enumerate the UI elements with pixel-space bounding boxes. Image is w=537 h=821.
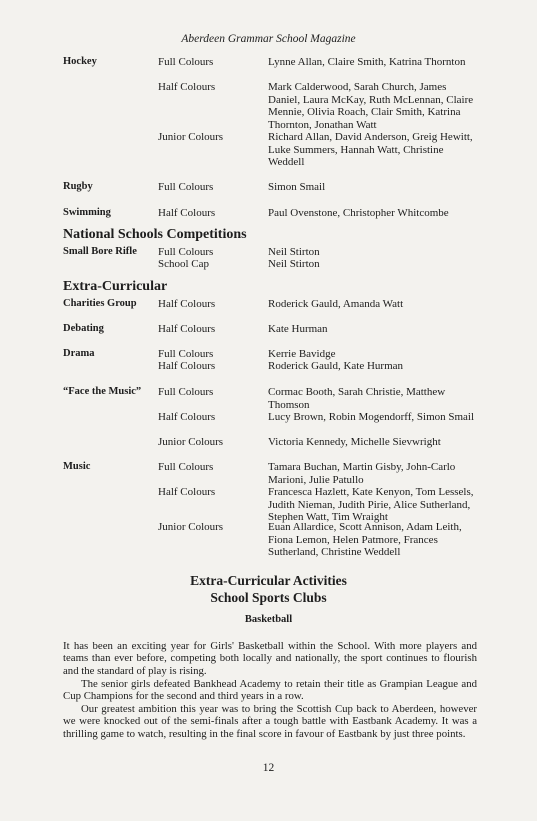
- recipient-names: Richard Allan, David Anderson, Greig Hewitt, Luke Summers, Hannah Watt, Christine Weddell: [268, 131, 473, 168]
- colour-grade: Half Colours: [158, 360, 216, 372]
- page-header: Aberdeen Grammar School Magazine: [181, 33, 356, 45]
- recipient-names: Kate Hurman: [268, 323, 328, 335]
- recipient-names: Roderick Gauld, Amanda Watt: [268, 298, 404, 310]
- colour-grade: Junior Colours: [158, 131, 224, 143]
- sport-name: Hockey: [63, 56, 97, 67]
- section-heading-national: National Schools Competitions: [63, 227, 247, 242]
- recipient-names: Francesca Hazlett, Kate Kenyon, Tom Lessels, Judith Nieman, Judith Pirie, Alice Sutherland, Stephen Watt, Tim Wraight: [268, 486, 474, 523]
- colour-grade: Junior Colours: [158, 436, 224, 448]
- colour-grade: Half Colours: [158, 298, 216, 310]
- sport-name: Music: [63, 461, 91, 472]
- colour-grade: Junior Colours: [158, 521, 224, 533]
- paragraph: It has been an exciting year for Girls' Basketball within the School. With more players and teams than ever before, competing both locally and nationally, the sport continues to flourish and the standard of play is rising.: [63, 640, 477, 677]
- colour-grade: Half Colours: [158, 81, 216, 93]
- recipient-names: Roderick Gauld, Kate Hurman: [268, 360, 404, 372]
- colour-grade: School Cap: [158, 258, 210, 270]
- basketball-heading: Basketball: [244, 614, 293, 625]
- recipient-names: Simon Smail: [268, 181, 326, 193]
- recipient-names: Victoria Kennedy, Michelle Sievwright: [268, 436, 441, 448]
- recipient-names: Paul Ovenstone, Christopher Whitcombe: [268, 207, 449, 219]
- clubs-title: School Sports Clubs: [210, 590, 327, 605]
- recipient-names: Lucy Brown, Robin Mogendorff, Simon Smail: [268, 411, 475, 423]
- colour-grade: Full Colours: [158, 461, 214, 473]
- sport-name: “Face the Music”: [63, 386, 142, 397]
- recipient-names: Kerrie Bavidge: [268, 348, 336, 360]
- colour-grade: Full Colours: [158, 348, 214, 360]
- paragraph: Our greatest ambition this year was to bring the Scottish Cup back to Aberdeen, however we were knocked out of the semi-finals after a tough battle with Eastbank Academy. It was a thrilling game to watch, resulting in the final score in favour of Eastbank by just three points.: [63, 703, 477, 740]
- colour-grade: Full Colours: [158, 181, 214, 193]
- recipient-names: Mark Calderwood, Sarah Church, James Daniel, Laura McKay, Ruth McLennan, Claire Mennie, Olivia Roach, Clair Smith, Katrina Thornton, Jonathan Watt: [268, 81, 474, 131]
- paragraph: The senior girls defeated Bankhead Academy to retain their title as Grampian League and Cup Champions for the second and third years in a row.: [63, 678, 477, 703]
- recipient-names: Tamara Buchan, Martin Gisby, John-Carlo Marioni, Julie Patullo: [268, 461, 456, 486]
- colour-grade: Half Colours: [158, 411, 216, 423]
- colour-grade: Full Colours: [158, 56, 214, 68]
- recipient-names: Neil Stirton: [268, 246, 320, 258]
- page-number: 12: [262, 762, 275, 774]
- recipient-names: Cormac Booth, Sarah Christie, Matthew Thomson: [268, 386, 446, 411]
- sport-name: Drama: [63, 348, 95, 359]
- colour-grade: Half Colours: [158, 323, 216, 335]
- sport-name: Charities Group: [63, 298, 137, 309]
- sport-name: Debating: [63, 323, 104, 334]
- sport-name: Swimming: [63, 207, 111, 218]
- recipient-names: Lynne Allan, Claire Smith, Katrina Thornton: [268, 56, 466, 68]
- colour-grade: Half Colours: [158, 486, 216, 498]
- colour-grade: Full Colours: [158, 386, 214, 398]
- section-heading-extra: Extra-Curricular: [63, 279, 168, 294]
- colour-grade: Full Colours: [158, 246, 214, 258]
- recipient-names: Euan Allardice, Scott Annison, Adam Leith, Fiona Lemon, Helen Patmore, Frances Sutherland, Christine Weddell: [268, 521, 462, 558]
- sport-name: Rugby: [63, 181, 93, 192]
- colour-grade: Half Colours: [158, 207, 216, 219]
- recipient-names: Neil Stirton: [268, 258, 320, 270]
- activities-title: Extra-Curricular Activities: [190, 573, 347, 588]
- sport-name: Small Bore Rifle: [63, 246, 137, 257]
